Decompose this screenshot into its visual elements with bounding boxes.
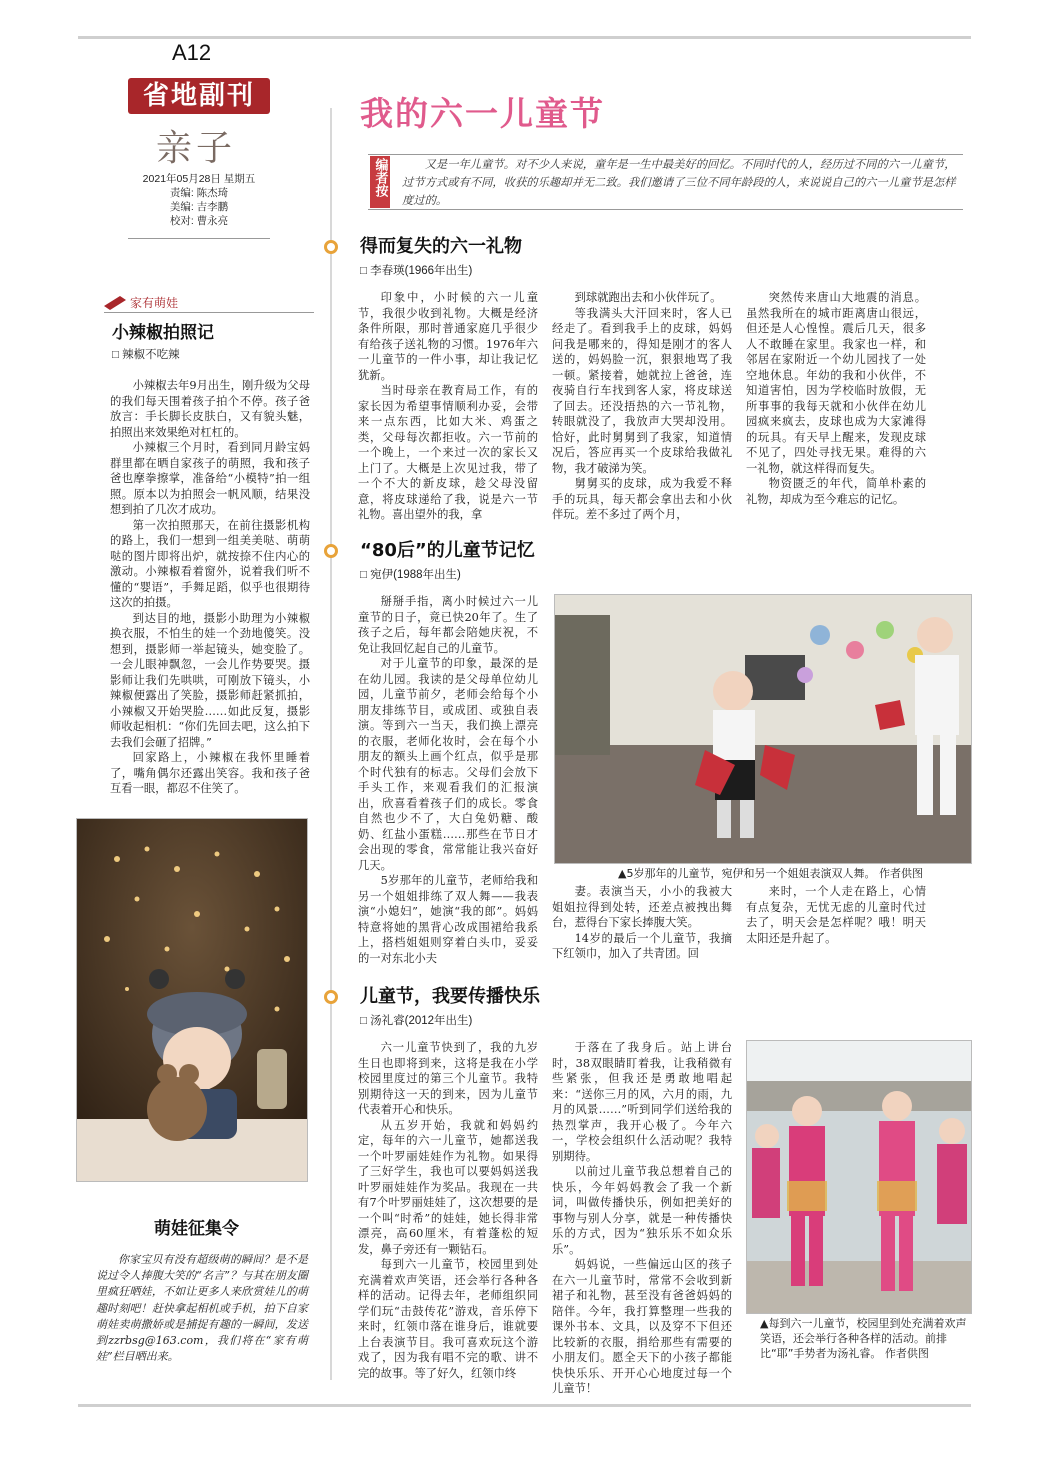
baby-photo — [76, 818, 308, 1182]
article-paragraph: 5岁那年的儿童节，老师给我和另一个姐姐排练了双人舞——我表演“小媳妇”，她演“我的郎”。妈妈特意将她的黑背心改成围裙给我系上，搭档姐姐则穿着白头巾，妥妥的一对东北小夫 — [358, 874, 538, 965]
sidebar-title: 小辣椒拍照记 — [112, 323, 214, 343]
article-column — [552, 290, 732, 522]
article-paragraph: 掰掰手指，离小时候过六一儿童节的日子，竟已快20年了。生了孩子之后，每年都会陪她庆祝，不免让我回忆起自己的儿童节。 — [358, 595, 538, 655]
masthead-logo: 省地副刊 — [128, 78, 270, 114]
sidebar-tag — [104, 294, 178, 311]
sidebar-body — [110, 378, 310, 808]
editor-note-text: 又是一年儿童节。对不少人来说，童年是一生中最美好的回忆。不同时代的人，经历过不同的六一儿童节，过节方式或有不同，收获的乐趣却并无二致。我们邀请了三位不同年龄段的人，来说说自己的六一儿童节是怎样度过的。 — [402, 158, 956, 207]
timeline-dot — [324, 544, 338, 558]
editor-credit: 责编: 陈杰琦 — [169, 187, 229, 199]
article-column — [746, 290, 926, 522]
sidebar-paragraph: 到达目的地，摄影小助理为小辣椒换衣服，不怕生的娃一个劲地傻笑。没想到，摄影师一举起镜头，她变脸了。一会儿眼神飘忽，一会儿作势要哭。摄影师让我们先哄哄，可刚放下镜头，小辣椒便露出了笑脸，摄影师赶紧抓拍，小辣椒又开始哭脸……如此反复，摄影师收起相机：“你们先回去吧，这么拍下去我们会砸了招牌。” — [110, 611, 310, 749]
article-paragraph: 六一儿童节快到了，我的九岁生日也即将到来，这将是我在小学校园里度过的第三个儿童节。我特别期待这一天的到来，因为儿童节代表着开心和快乐。 — [358, 1041, 538, 1116]
kids-dance-photo — [746, 1040, 972, 1314]
bottom-rule — [78, 1404, 971, 1407]
main-title: 我的六一儿童节 — [360, 94, 605, 133]
article-paragraph: 以前过儿童节我总想着自己的快乐，今年妈妈教会了我一个新词，叫做传播快乐，例如把美好的事物与别人分享，就是一种传播快乐的方式，因为“独乐乐不如众乐乐”。 — [552, 1165, 732, 1256]
article-paragraph: 妻。表演当天，小小的我被大姐姐拉得到处转，还差点被拽出舞台，惹得台下家长捧腹大笑。 — [552, 885, 732, 929]
article-title: “80后”的儿童节记忆 — [360, 540, 535, 561]
article-byline: □ 李春瑛(1966年出生) — [360, 265, 473, 277]
article-column — [358, 594, 538, 966]
timeline-dot — [324, 240, 338, 254]
article-column — [552, 1040, 732, 1395]
meta-divider — [128, 238, 270, 239]
section-name: 亲子 — [156, 128, 237, 169]
article-byline: □ 汤礼睿(2012年出生) — [360, 1015, 473, 1027]
article-paragraph: 物资匮乏的年代，简单朴素的礼物，却成为至今难忘的记忆。 — [746, 477, 926, 506]
proof-credit: 校对: 曹永亮 — [169, 215, 229, 227]
notice-title: 萌娃征集令 — [154, 1219, 239, 1239]
article-title: 儿童节，我要传播快乐 — [360, 986, 540, 1007]
notice-text: 你家宝贝有没有超级萌的瞬间？是不是说过令人捧腹大笑的“名言”？与其在朋友圈里疯狂晒娃，不如让更多人来欣赏娃儿的萌趣时刻吧！赶快拿起相机或手机，拍下自家萌娃卖萌撒娇或是捕捉有趣的一瞬间，发送到zzrbsg@163.com，我们将在“家有萌娃”栏目晒出来。 — [96, 1253, 308, 1364]
article-column — [358, 1040, 538, 1388]
article-column — [358, 290, 538, 522]
dance-photo — [554, 594, 972, 864]
article-paragraph: 于落在了我身后。站上讲台时，38双眼睛盯着我，让我稍微有些紧张，但我还是勇敢地唱起来：“送你三月的风，六月的雨，九月的风景……”听到同学们送给我的热烈掌声，我开心极了。今年六一，学校会组织什么活动呢？我特别期待。 — [552, 1041, 732, 1163]
timeline-dot — [324, 990, 338, 1004]
article-paragraph: 突然传来唐山大地震的消息。虽然我所在的城市距离唐山很远，但还是人心惶惶。震后几天，很多人不敢睡在家里。我家也一样，和邻居在家附近一个幼儿园找了一处空地休息。年幼的我和小伙伴，不知道害怕，因为学校临时放假，无所事事的我每天就和小伙伴在幼儿园疯来疯去，皮球也成为大家滩得的玩具。有天早上醒来，发现皮球不见了，四处寻找无果。难得的六一礼物，就这样得而复失。 — [746, 291, 926, 475]
article-column — [552, 884, 732, 964]
article-paragraph: 14岁的最后一个儿童节，我摘下红领巾，加入了共青团。回 — [552, 931, 732, 960]
article-title: 得而复失的六一礼物 — [360, 236, 522, 257]
sidebar-byline: □ 辣椒不吃辣 — [112, 349, 180, 361]
designer-credit: 美编: 吉李鹏 — [169, 201, 229, 213]
sidebar-tag-line — [104, 312, 314, 313]
photo-caption: ▲5岁那年的儿童节，宛伊和另一个姐姐表演双人舞。 作者供图 — [618, 867, 923, 880]
top-rule — [78, 36, 971, 39]
sidebar-paragraph: 小辣椒去年9月出生，刚升级为父母的我们每天围着孩子拍个不停。孩子爸放言：手长脚长皮肤白，又有貌头魅，拍照出来效果绝对杠杠的。 — [110, 379, 310, 439]
sidebar-paragraph: 小辣椒三个月时，看到同月龄宝妈群里都在晒自家孩子的萌照，我和孩子爸也摩拳擦掌，准备给“小模特”拍一组照。原本以为拍照会一帆风顺，结果没想到拍了几次才成功。 — [110, 441, 310, 516]
sidebar-paragraph: 回家路上，小辣椒在我怀里睡着了，嘴角偶尔还露出笑容。我和孩子爸互看一眼，都忍不住笑了。 — [110, 751, 310, 795]
article-column — [746, 884, 926, 964]
sidebar-tag-label: 家有萌娃 — [130, 296, 179, 310]
article-paragraph: 来时，一个人走在路上，心情有点复杂，无忧无虑的儿童时代过去了，明天会是怎样呢？哦！明天太阳还是升起了。 — [746, 885, 926, 945]
article-paragraph: 当时母亲在教育局工作，有的家长因为希望事情顺利办妥，会带来一点东西，比如大米、鸡蛋之类，父母每次都拒收。六一节前的一个晚上，一个来过一次的家长又上门了。大概是上次见过我，带了一个不大的新皮球，趁父母没留意，将皮球递给了我，说是六一节礼物。喜出望外的我，拿 — [358, 384, 538, 521]
article-paragraph: 舅舅买的皮球，成为我爱不释手的玩具，每天都会拿出去和小伙伴玩。差不多过了两个月， — [552, 477, 732, 521]
article-paragraph: 印象中，小时候的六一儿童节，我很少收到礼物。大概是经济条件所限，那时普通家庭几乎很少有给孩子送礼物的习惯。1976年六一儿童节的一件小事，却让我记忆犹新。 — [358, 291, 538, 382]
article-paragraph: 妈妈说，一些偏远山区的孩子在六一儿童节时，常常不会收到新裙子和礼物，甚至没有爸爸妈妈的陪伴。今年，我打算整理一些我的课外书本、文具，以及穿不下但还比较新的衣服，捐给那些有需要的小朋友们。愿全天下的小孩子都能快快乐乐、开开心心地度过每一个儿童节！ — [552, 1258, 732, 1395]
article-byline: □ 宛伊(1988年出生) — [360, 569, 461, 581]
article-paragraph: 从五岁开始，我就和妈妈约定，每年的六一儿童节，她都送我一个叶罗丽娃娃作为礼物。如果得了三好学生，我也可以要妈妈送我叶罗丽娃娃作为奖品。我现在一共有7个叶罗丽娃娃了，这次想要的是一个叫“时希”的娃娃，她长得非常漂亮，高60厘米，有着蓬松的短发，鼻子旁还有一颗钻石。 — [358, 1118, 538, 1256]
editor-note-tag-text: 编者按 — [372, 158, 388, 197]
sidebar-paragraph: 第一次拍照那天，在前往摄影机构的路上，我们一想到一组美美哒、萌萌哒的图片即将出炉，就按捺不住内心的激动。小辣椒看着窗外，说着我们听不懂的“婴语”，手舞足蹈，似乎也很期待这次的拍摄。 — [110, 518, 310, 609]
pencil-icon — [104, 296, 126, 310]
notice-body — [96, 1252, 308, 1392]
photo-caption: ▲每到六一儿童节，校园里到处充满着欢声笑语，还会举行各种各样的活动。前排比“耶”手势者为汤礼睿。 作者供图 — [760, 1317, 967, 1360]
editor-note-tag — [370, 156, 390, 208]
issue-meta — [128, 172, 270, 228]
article-paragraph: 对于儿童节的印象，最深的是在幼儿园。我读的是父母单位幼儿园，儿童节前夕，老师会给每个小朋友排练节目，或成团、或独自表演。等到六一当天，我们换上漂亮的衣服，老师化妆时，会在每个小朋友的额头上画个红点，似乎是那个时代独有的标志。父母们会放下手头工作，来观看我们的汇报演出，欣喜看着孩子们的成长。零食自然也少不了，大白兔奶糖、酸奶、红盐小蛋糕……那些在节日才会出现的零食，常常能让我兴奋好几天。 — [358, 657, 538, 872]
article-paragraph: 等我满头大汗回来时，客人已经走了。看到我手上的皮球，妈妈问我是哪来的，得知是刚才的客人送的，妈妈脸一沉，狠狠地骂了我一顿。紧接着，她就拉上爸爸，连夜骑自行车找到客人家，将皮球送了回去。还没捂热的六一节礼物，转眼就没了，我放声大哭却没用。恰好，此时舅舅到了我家，知道情况后，答应再买一个皮球给我做礼物，我才破涕为笑。 — [552, 306, 732, 475]
article-paragraph: 到球就跑出去和小伙伴玩了。 — [574, 291, 722, 304]
issue-date: 2021年05月28日 星期五 — [142, 173, 256, 185]
timeline-line — [330, 108, 332, 1380]
article-paragraph: 每到六一儿童节，校园里到处充满着欢声笑语，还会举行各种各样的活动。记得去年，老师组织同学们玩“击鼓传花”游戏，音乐停下来时，红领巾落在谁身后，谁就要上台表演节目。我可喜欢玩这个游戏了，因为我有唱不完的歌、讲不完的故事。等了好久，红领巾终 — [358, 1258, 538, 1380]
page-number: A12 — [172, 40, 212, 65]
